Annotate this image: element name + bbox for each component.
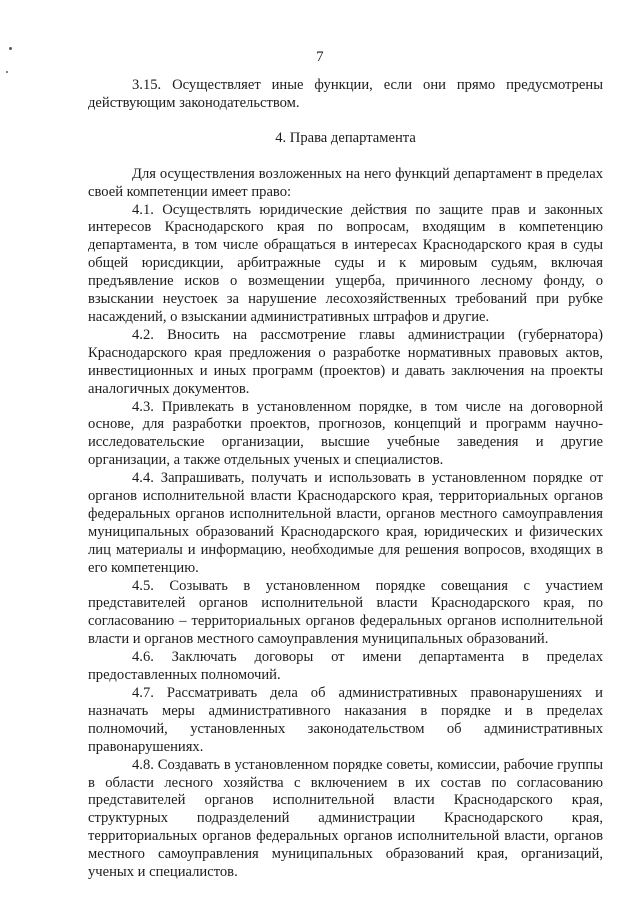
- clause-4-2: 4.2. Вносить на рассмотрение главы администрации (губернатора) Краснодарского края предложения о разработке нормативных правовых актов, инвестиционных и иных программ (проектов) и давать заключения на проекты аналогичных документов.: [88, 326, 603, 397]
- clause-4-5: 4.5. Созывать в установленном порядке совещания с участием представителей органов исполнительной власти Краснодарского края, по согласованию – территориальных органов федеральных органов исполнительной власти и органов местного самоуправления муниципальных образований.: [88, 577, 603, 648]
- clause-4-6: 4.6. Заключать договоры от имени департамента в пределах предоставленных полномочий.: [88, 649, 603, 684]
- clause-4-8: 4.8. Создавать в установленном порядке советы, комиссии, рабочие группы в области лесного хозяйства с включением в их состав по согласованию представителей органов исполнительной власти Краснодарского края, структурных подразделений администрации Краснодарского края, территориальных органов федеральных органов исполнительной власти, органов местного самоуправления муниципальных образований края, организаций, ученых и специалистов.: [88, 756, 603, 881]
- clause-4-7: 4.7. Рассматривать дела об административных правонарушениях и назначать меры административного наказания в порядке и в пределах полномочий, установленных законодательством об административных правонарушениях.: [88, 685, 603, 755]
- paragraph-3-15: 3.15. Осуществляет иные функции, если они прямо предусмотрены действующим законодательством.: [88, 77, 603, 111]
- clause-4-1: 4.1. Осуществлять юридические действия по защите прав и законных интересов Краснодарского края по вопросам, входящим в компетенцию департамента, в том числе обращаться в интересах Краснодарского края в суды общей юрисдикции, арбитражные суды и к мировым судьям, включая предъявление исков о возмещении ущерба, причинного лесному фонду, о взыскании неустоек за нарушение лесохозяйственных требований при рубке насаждений, о взыскании административных штрафов и другие.: [88, 201, 603, 325]
- scan-speck: [6, 71, 8, 73]
- clause-4-3: 4.3. Привлекать в установленном порядке, в том числе на договорной основе, для разработки проектов, прогнозов, концепций и программ научно-исследовательские организации, высшие учебные заведения и другие организации, а также отдельных ученых и специалистов.: [88, 398, 603, 469]
- document-body: [88, 77, 603, 882]
- clause-4-4: 4.4. Запрашивать, получать и использовать в установленном порядке от органов исполнительной власти Краснодарского края, территориальных органов федеральных органов исполнительной власти, органов местного самоуправления муниципальных образований Краснодарского края, юридических и физических лиц материалы и информацию, необходимые для решения вопросов, входящих в его компетенцию.: [88, 470, 603, 576]
- section-heading: 4. Права департамента: [275, 129, 416, 146]
- page-number: 7: [316, 49, 324, 65]
- lead-paragraph: Для осуществления возложенных на него функций департамент в пределах своей компетенции имеет право:: [88, 165, 603, 200]
